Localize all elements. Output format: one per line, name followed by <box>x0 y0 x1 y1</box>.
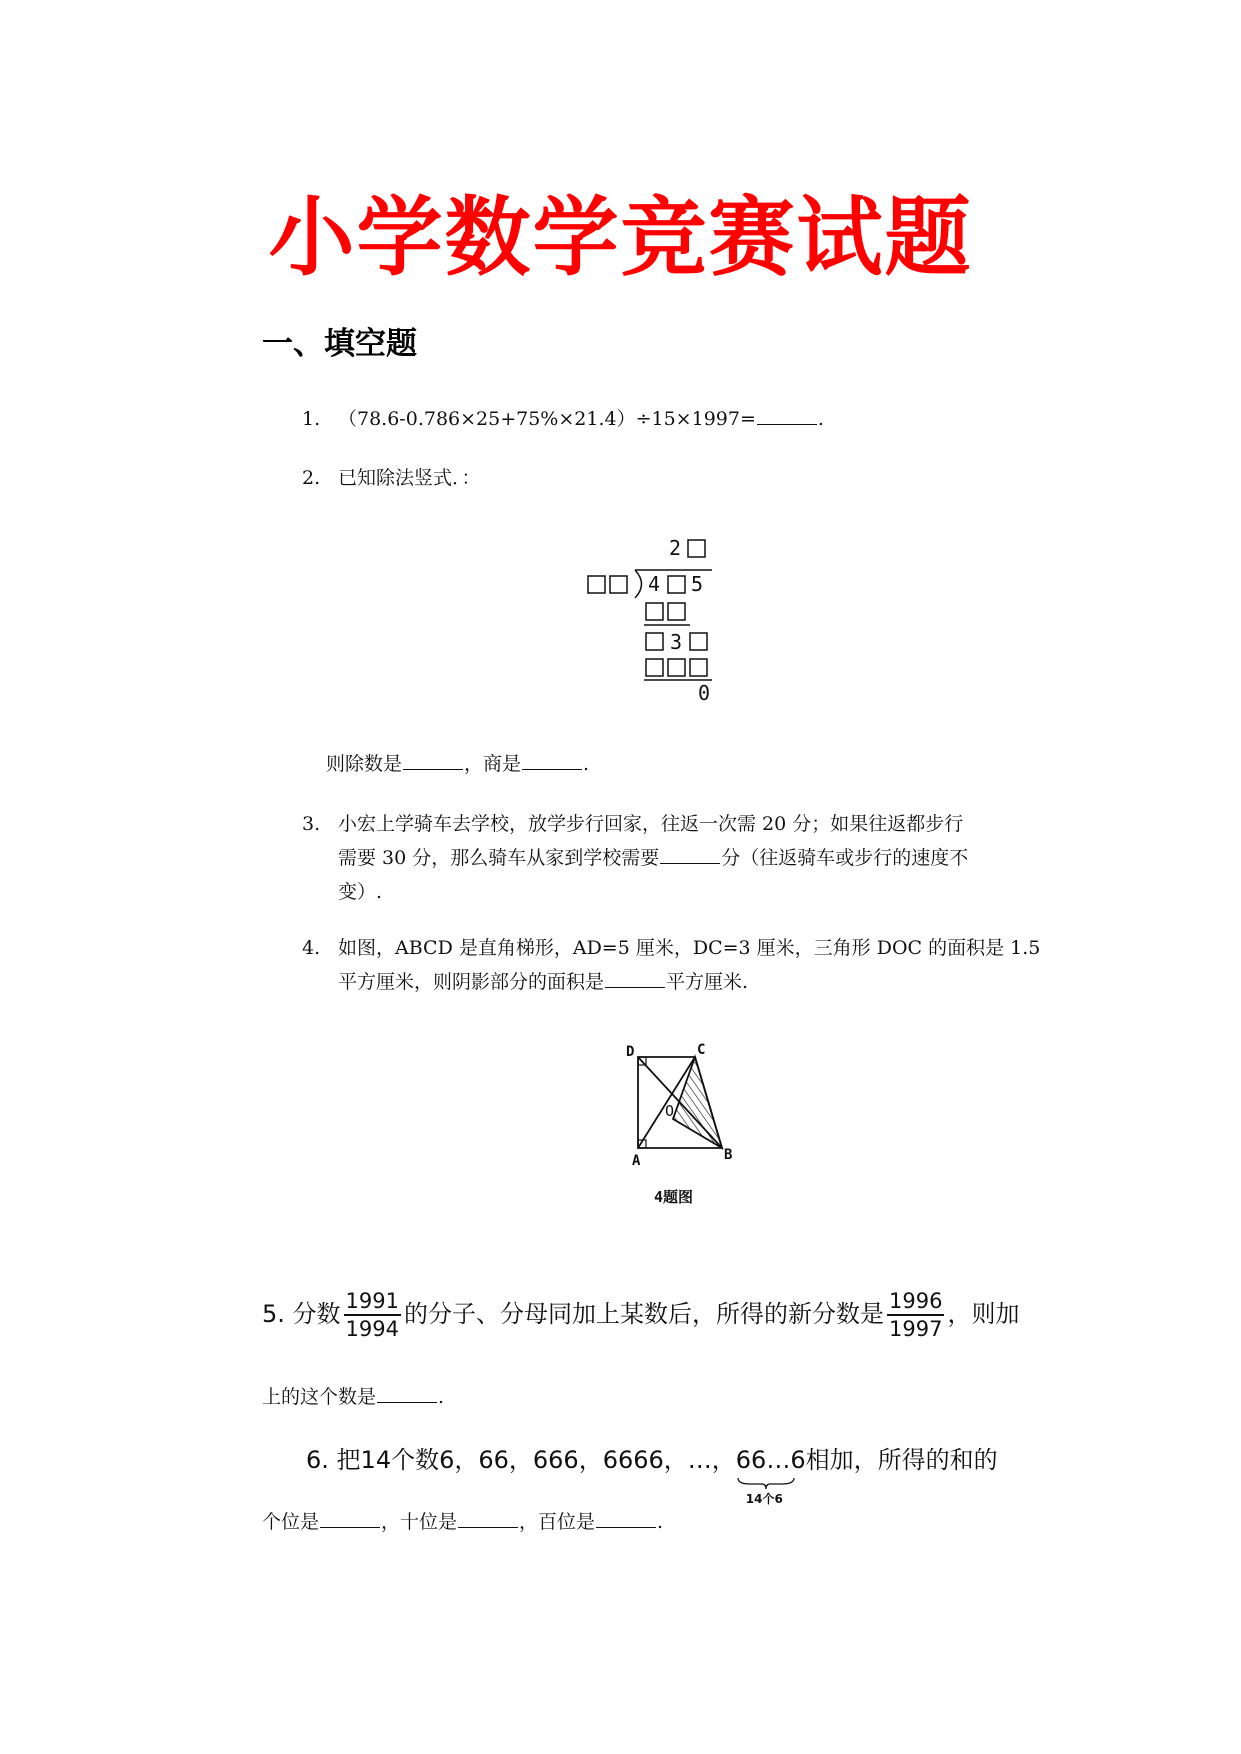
vertex-label-b: B <box>724 1147 733 1163</box>
digit-box <box>688 540 705 557</box>
question-number: 4. <box>302 937 321 959</box>
trapezoid-figure <box>620 1040 750 1210</box>
fraction-numerator: 1996 <box>889 1289 943 1313</box>
digit-box <box>690 659 707 676</box>
answer-blank[interactable] <box>605 967 665 988</box>
digit-box <box>690 633 707 650</box>
point-label-o: O <box>665 1102 675 1120</box>
question-1 <box>302 402 824 436</box>
question-number: 5. <box>262 1300 285 1328</box>
answer-blank[interactable] <box>377 1382 437 1403</box>
fraction-denominator: 1997 <box>887 1314 944 1342</box>
question-text: 分数 <box>292 1300 341 1328</box>
question-text: ，百位是 <box>519 1511 596 1533</box>
fraction-denominator: 1994 <box>344 1314 401 1342</box>
question-text: ，则加 <box>947 1300 1020 1328</box>
answer-label: ，商是 <box>464 753 522 775</box>
question-text: 个位是 <box>262 1511 320 1533</box>
underbrace <box>736 1476 796 1490</box>
answer-label: 则除数是 <box>326 753 403 775</box>
page-title: 小学数学竞赛试题 <box>268 188 973 288</box>
question-text: 变）. <box>338 881 383 903</box>
vertex-label-c: C <box>697 1042 706 1058</box>
answer-blank[interactable] <box>403 749 463 770</box>
question-text: 小宏上学骑车去学校，放学步行回家，往返一次需 20 分；如果往返都步行 <box>338 813 964 835</box>
digit-box <box>646 659 663 676</box>
digit-box <box>646 633 663 650</box>
digit-box <box>668 659 685 676</box>
answer-blank[interactable] <box>458 1507 518 1528</box>
question-text: 如图，ABCD 是直角梯形，AD=5 厘米，DC=3 厘米，三角形 DOC 的面积是 1.5 <box>338 937 1041 959</box>
question-end: . <box>438 1386 445 1408</box>
question-3 <box>302 807 1062 909</box>
answer-blank[interactable] <box>522 749 582 770</box>
vertex-label-a: A <box>632 1153 641 1169</box>
question-text: 平方厘米. <box>666 971 749 993</box>
answer-blank[interactable] <box>596 1507 656 1528</box>
question-end: . <box>657 1511 664 1533</box>
fraction-numerator: 1991 <box>345 1289 399 1313</box>
repeated-number <box>735 1446 806 1506</box>
question-4 <box>302 931 1062 999</box>
figure-caption: 4题图 <box>654 1188 694 1206</box>
long-division-figure <box>580 532 730 710</box>
section-heading: 一、填空题 <box>262 326 417 362</box>
question-text: 相加，所得的和的 <box>805 1446 998 1474</box>
remainder-digit: 0 <box>698 681 711 705</box>
digit-box <box>588 576 605 593</box>
question-end: . <box>817 408 824 430</box>
quotient-digit: 2 <box>669 536 682 560</box>
question-5 <box>262 1288 1019 1342</box>
question-number: 6. <box>306 1446 329 1474</box>
question-text: 分（往返骑车或步行的速度不 <box>721 847 969 869</box>
question-2-answer <box>326 747 589 781</box>
question-text: 把14个数6，66，666，6666，…， <box>336 1446 736 1474</box>
question-text: 的分子、分母同加上某数后，所得的新分数是 <box>404 1300 884 1328</box>
row-digit: 3 <box>670 630 683 654</box>
question-text: （78.6-0.786×25+75%×21.4）÷15×1997= <box>338 408 756 430</box>
question-text: 需要 30 分，那么骑车从家到学校需要 <box>338 847 660 869</box>
division-bracket <box>635 570 642 598</box>
question-text: 已知除法竖式．： <box>338 467 481 489</box>
question-6-line2 <box>262 1505 663 1539</box>
question-end: . <box>583 753 590 775</box>
question-text: 上的这个数是 <box>262 1386 377 1408</box>
dividend-digit: 4 <box>648 572 661 596</box>
vertex-label-d: D <box>626 1044 635 1060</box>
digit-box <box>668 603 685 620</box>
digit-box <box>610 576 627 593</box>
question-text: ，十位是 <box>381 1511 458 1533</box>
answer-blank[interactable] <box>757 404 817 425</box>
repeated-digits: 66…6 <box>735 1446 806 1474</box>
digit-box <box>668 576 685 593</box>
fraction-1996-1997 <box>887 1288 944 1342</box>
question-5-line2 <box>262 1380 444 1414</box>
question-number: 1. <box>302 408 321 430</box>
question-number: 2. <box>302 467 321 489</box>
fraction-1991-1994 <box>344 1288 401 1342</box>
digit-box <box>646 603 663 620</box>
brace-label: 14个6 <box>745 1492 783 1506</box>
answer-blank[interactable] <box>660 843 720 864</box>
question-number: 3. <box>302 813 321 835</box>
question-text: 平方厘米，则阴影部分的面积是 <box>338 971 605 993</box>
question-6 <box>306 1440 998 1506</box>
question-2 <box>302 461 481 495</box>
dividend-digit: 5 <box>691 572 704 596</box>
answer-blank[interactable] <box>320 1507 380 1528</box>
